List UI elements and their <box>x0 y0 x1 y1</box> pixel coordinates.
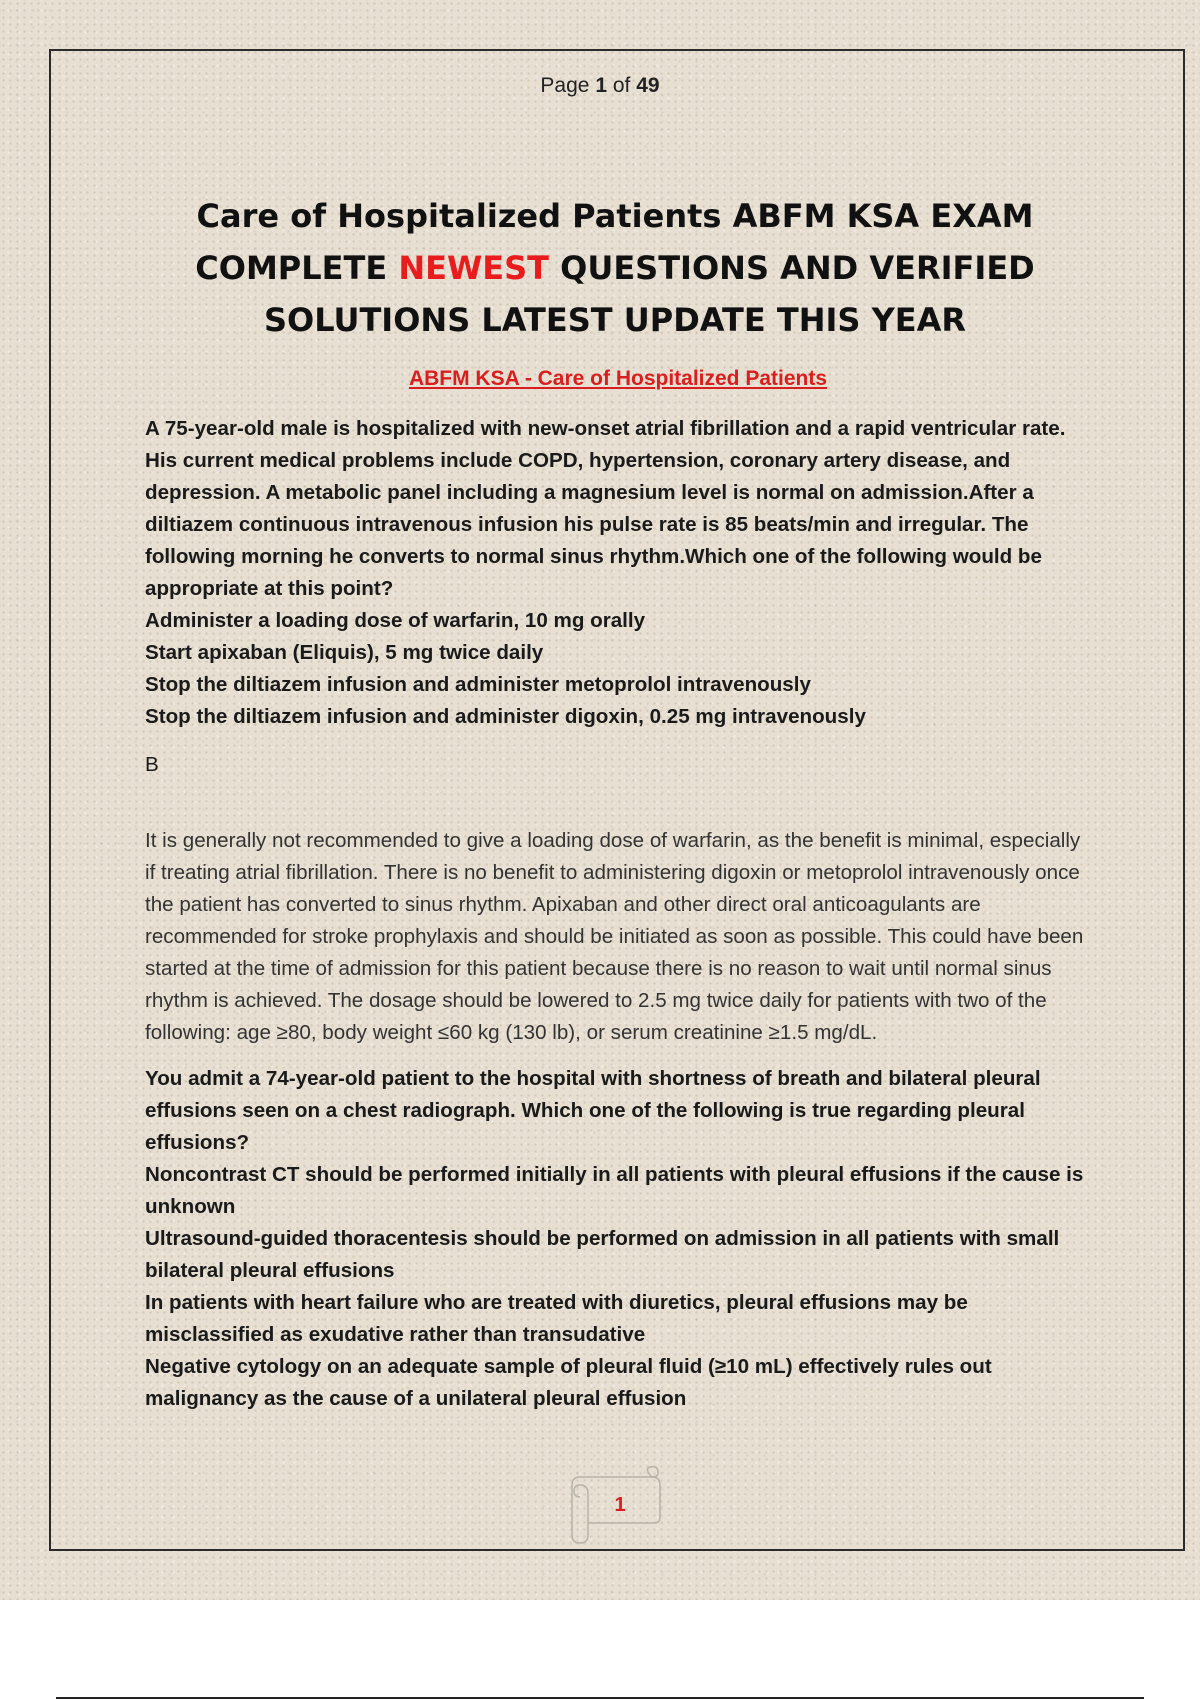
question-1-explanation: It is generally not recommended to give a loading dose of warfarin, as the benefit is minimal, especially if treating atrial fibrillation. There is no benefit to administering digoxin or metoprolol intravenously once the patient has converted to sinus rhythm. Apixaban and other direct oral anticoagulants are recommended for stroke prophylaxis and should be initiated as soon as possible. This could have been started at the time of admission for this patient because there is no reason to wait until normal sinus rhythm is achieved. The dosage should be lowered to 2.5 mg twice daily for patients with two of the following: age ≥80, body weight ≤60 kg (130 lb), or serum creatinine ≥1.5 mg/dL. <box>145 829 1084 1044</box>
title-part-2: QUESTIONS AND VERIFIED SOLUTIONS LATEST UPDATE THIS YEAR <box>263 249 1035 339</box>
question-1-option-b: Start apixaban (Eliquis), 5 mg twice daily <box>145 641 544 664</box>
question-2-option-a: Noncontrast CT should be performed initially in all patients with pleural effusions if the cause is unknown <box>145 1163 1084 1218</box>
question-2-stem: You admit a 74-year-old patient to the hospital with shortness of breath and bilateral pleural effusions seen on a chest radiograph. Which one of the following is true regarding pleural effusions? <box>145 1067 1041 1154</box>
question-1-answer: B <box>145 753 159 776</box>
question-2-option-d: Negative cytology on an adequate sample of pleural fluid (≥10 mL) effectively rules out malignancy as the cause of a unilateral pleural effusion <box>145 1355 992 1410</box>
page-of: of <box>612 74 631 97</box>
page-total: 49 <box>636 74 660 97</box>
question-1-option-a: Administer a loading dose of warfarin, 10 mg orally <box>145 609 646 632</box>
question-2-option-c: In patients with heart failure who are treated with diuretics, pleural effusions may be misclassified as exudative rather than transudative <box>145 1291 968 1346</box>
question-1-stem: A 75-year-old male is hospitalized with new-onset atrial fibrillation and a rapid ventricular rate. His current medical problems include COPD, hypertension, coronary artery disease, and depression. A metabolic panel including a magnesium level is normal on admission.After a diltiazem continuous intravenous infusion his pulse rate is 85 beats/min and irregular. The following morning he converts to normal sinus rhythm.Which one of the following would be appropriate at this point? <box>145 417 1066 600</box>
title-highlight: NEWEST <box>398 249 549 287</box>
question-1-option-c: Stop the diltiazem infusion and administer metoprolol intravenously <box>145 673 811 696</box>
footer-page-number: 1 <box>614 1494 626 1516</box>
title-part-1: Care of Hospitalized Patients ABFM KSA EXAM COMPLETE <box>195 197 1034 287</box>
question-2-option-b: Ultrasound-guided thoracentesis should be performed on admission in all patients with small bilateral pleural effusions <box>145 1227 1060 1282</box>
bottom-divider <box>56 1697 1144 1699</box>
section-subtitle[interactable]: ABFM KSA - Care of Hospitalized Patients <box>408 367 828 390</box>
page-prefix: Page <box>540 74 590 97</box>
page-counter <box>0 74 1200 98</box>
document-title <box>150 190 1080 346</box>
question-1-option-d: Stop the diltiazem infusion and administer digoxin, 0.25 mg intravenously <box>145 705 866 728</box>
question-content <box>145 413 1090 1415</box>
page-current: 1 <box>595 74 607 97</box>
